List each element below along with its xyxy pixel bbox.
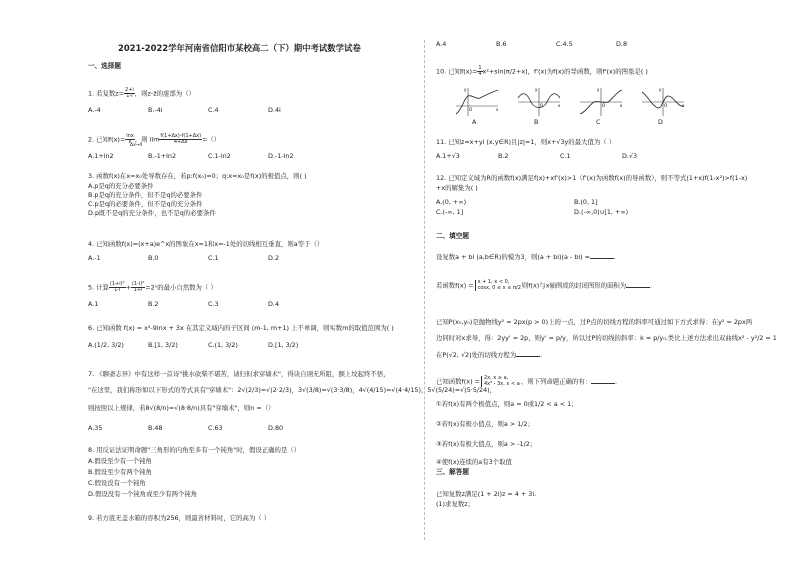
graph-a-svg [454,86,500,118]
question-2-options: A.1+ln2 B.-1+ln2 C.1-ln2 D.-1-ln2 [88,152,294,160]
question-15-line-2: 边同时对x求导，得：2yy' = 2p，则y' = p/y，所以过P的切线的斜率：k = p/y₀.类比上述方法求出双曲线x² - y²/2 = 1 [436,334,777,342]
question-5-stem: 5. 计算 $\frac{\text{(1+i)²}}{1-i}$ + $\frac{\text{(1-i)²}}{1+i}$ =2ⁿ的最小自然数为（ ） [88,281,217,293]
limit-subscript: Δx→0 [130,143,143,148]
question-4-stem: 4. 已知函数f(x)=(x+a)e^x的图象在x=1和x=-1处的切线相互垂直，则a等于（） [88,240,324,248]
question-7-line-1: 7. 《聊斋志异》中有这样一首诗"挑水砍柴不堪苦，请归但求穿墙术"，得诀自诩无所阻，额上坟起终不悟， [88,370,390,378]
svg-text:O: O [664,103,668,108]
question-8-option-d: D.假设没有一个钝角或至少有两个钝角 [88,490,198,498]
question-11-stem: 11. 已知z=x+yi (x,y∈R)且|z|=1，则x+√3y的最大值为（ ） [436,138,616,146]
question-15-line-3: 在P(√2, √2)处的切线方程为 . [436,351,543,359]
svg-text:y: y [535,87,538,92]
section-heading-fill: 二、填空题 [436,232,469,240]
graph-option-c [578,86,624,118]
question-8-option-a: A.假设至少有一个钝角 [88,457,152,465]
question-3-stem: 3. 函数f(x)在x=x₀处导数存在，若p:f(x₀)=0；q:x=x₀是f(x)的极值点，则( ) [88,172,307,180]
question-7-line-3: 则按照以上规律，若8√(8/n)=√(8·8/n)具有"穿墙术"，则n =（） [88,404,275,412]
answer-blank [591,377,615,384]
question-12-line-1: 12. 已知定义域为R的函数f(x)满足f(x)+xf'(x)>1（f'(x)为函数f(x)的导函数），则不等式(1+x)f(1-x²)>f(1-x) [436,174,748,182]
question-3-option-c: C.p是q的必要条件，但不是q的充分条件 [88,200,203,208]
svg-text:y: y [597,87,600,92]
axis-x-label: x [496,107,499,112]
question-8-option-b: B.假设至少有两个钝角 [88,468,152,476]
question-3-option-b: B.p是q的充分条件，但不是q的必要条件 [88,191,203,199]
question-3-option-a: A.p是q的充分必要条件 [88,182,154,190]
question-11-options: A.1+√3 B.2 C.1 D.√3 [436,152,638,160]
question-2-stem: 2. 已知f(x)= $\frac{\ln x}{x}$ ，则 lim $\frac{f(1+\Delta x)-f(1+\Delta x)}{4+\Delta x}$ =（） [88,133,221,145]
svg-text:y: y [659,87,662,92]
question-1-stem: 1. 若复数z= $\frac{2+i}{1-i}$ ，则z-z̄的虚部为（） [88,87,195,99]
question-17-line-2: (1)求复数z； [436,500,474,508]
option-a: A.-4 [88,106,101,114]
page-title: 2021-2022学年河南省信阳市某校高二（下）期中考试数学试卷 [118,43,361,53]
question-16-item-4: ④使f(x)连续的a有3个取值 [436,458,512,466]
answer-blank [516,350,540,357]
svg-text:x: x [682,103,685,108]
question-16-item-1: ①若f(x)有两个极值点，则a = 0或1/2 < a < 1； [436,400,578,408]
section-heading-choice: 一、选择题 [88,62,121,70]
question-17-line-1: 已知复数z满足(1 + 2i)z = 4 + 3i. [436,490,537,498]
question-1-options [88,106,328,114]
question-7-line-2: "在这里，我们称形如以下形式的等式具有"穿墙术"：2√(2/3)=√(2·2/3)，3√(3/8)=√(3·3/8)，4√(4/15)=√(4·4/15)，5√(5/24)=√(5·5/24)， [88,386,497,394]
svg-text:O: O [602,103,606,108]
option-b: B.-4i [148,106,163,114]
question-12-line-2: +x的解集为( ) [436,184,478,192]
answer-blank [590,252,614,259]
question-8-option-c: C.假设没有一个钝角 [88,479,146,487]
question-12-options-row-1: A.(0, +∞) B.(0, 1] [436,198,598,206]
svg-text:x: x [558,103,561,108]
answer-blank [626,281,650,288]
question-10-options: A B C D [472,118,663,126]
origin-label: O [469,107,473,112]
question-16-item-2: ②若f(x)有极小值点，则a > 1/2； [436,420,534,428]
question-13-stem: 设复数a + bi (a,b∈R)的模为3，则(a + bi)(a - bi) = . [436,253,617,261]
question-8-stem: 8. 用反证法证明命题"三角形的内角至多有一个钝角"时，假设正确的是（） [88,446,301,454]
svg-text:x: x [620,103,623,108]
piecewise-brace: 2x, x ≥ a, 4x³ - 3x, x < a [481,376,520,387]
column-divider [424,40,425,540]
question-16-item-3: ③若f(x)有极大值点，则a > -1/2； [436,440,537,448]
graph-option-b [516,86,562,118]
question-15-line-1: 已知P(x₀,y₀)是抛物线y² = 2px(p > 0)上的一点，过P点的切线方程的斜率可通过如下方式求得：在y² = 2px两 [436,318,753,326]
question-6-options: A.(1/2, 3/2) B.[1, 3/2) C.(1, 3/2) D.[1, 3/2) [88,341,299,349]
question-14-stem: 若函数f(x) = x + 1, x < 0, cosx, 0 ≤ x ≤ π/2 则f(x)与x轴围成的封闭图形的面积为 . [436,279,653,291]
graph-option-d [640,86,686,118]
question-7-options: A.35 B.48 C.63 D.80 [88,424,284,432]
question-6-stem: 6. 已知函数 f(x) = x²-9lnx + 3x 在其定义域内的子区间 (m-1, m+1) 上不单调，则实数m的取值范围为( ) [88,324,394,332]
question-16-stem: 已知函数f(x) = 2x, x ≥ a, 4x³ - 3x, x < a ，则下列命题正确的有： . [436,375,618,387]
question-10-stem: 10. 已知f(x)= $\frac{1}{4}$ x²+sin(π/2+x)，f'(x)为f(x)的导函数，则f'(x)的图象是( ) [436,65,648,77]
question-3-option-d: D.p既不是q的充分条件，也不是q的必要条件 [88,209,216,217]
axis-y-label: y [464,87,467,92]
fraction: $\frac{2+i}{1-i}$ [125,87,134,99]
option-c: C.4 [208,106,219,114]
question-9-stem: 9. 若方底无盖水箱的容积为256，则最省材料时，它的高为（ ） [88,514,271,522]
option-d: D.4i [268,106,281,114]
question-12-options-row-2: C.(-∞, 1] D.(-∞,0)∪[1, +∞) [436,208,629,216]
question-5-options: A.1 B.2 C.3 D.4 [88,300,280,308]
piecewise-brace: x + 1, x < 0, cosx, 0 ≤ x ≤ π/2 [475,280,521,291]
graph-option-a [454,86,500,118]
question-9-options: A.4 B.6 C.4.5 D.8 [436,40,628,48]
section-heading-answer: 三、解答题 [436,468,469,476]
question-4-options: A.-1 B.0 C.1 D.2 [88,254,280,262]
svg-text:O: O [540,103,544,108]
